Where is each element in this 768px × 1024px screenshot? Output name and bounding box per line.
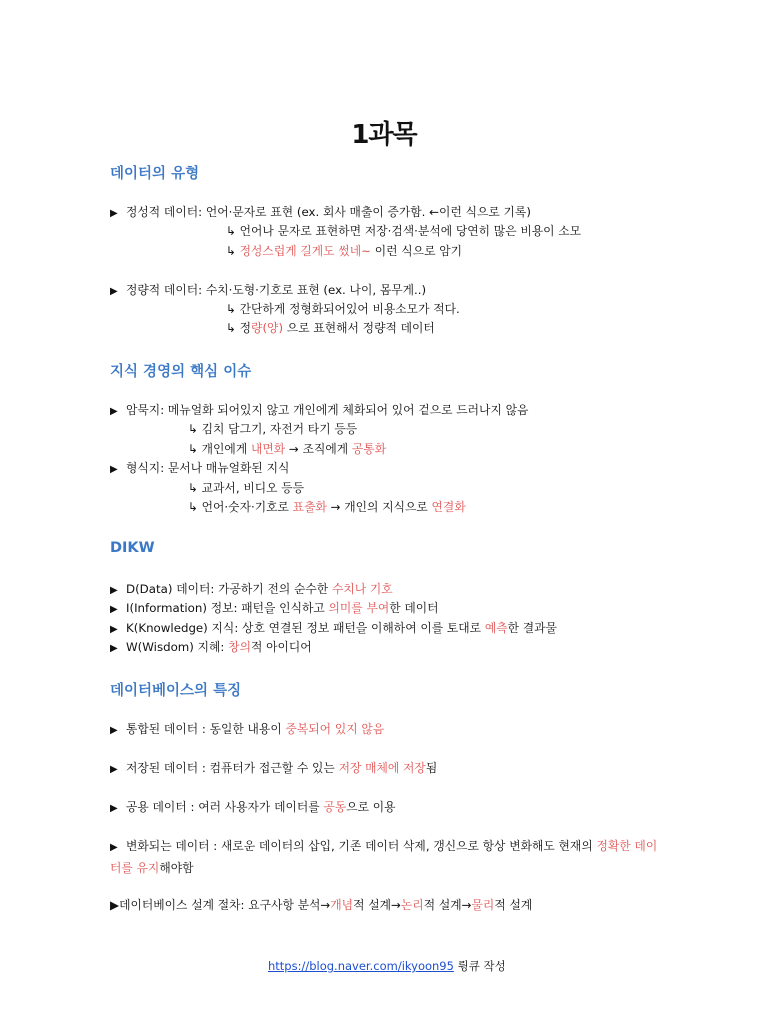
sub-item-tacit-1: ↳ 김치 담그기, 자전거 타기 등등: [188, 422, 358, 436]
bullet-icon: ▶: [110, 464, 118, 475]
sub-arrow-icon: ↳: [226, 224, 236, 238]
sub-arrow-icon: ↳: [226, 302, 236, 316]
list-item-data: ▶ D(Data) 데이터: 가공하기 전의 순수한 수치나 기호: [110, 581, 393, 599]
sub-item-explicit-1: ↳ 교과서, 비디오 등등: [188, 481, 305, 495]
bullet-icon: ▶: [110, 208, 118, 219]
bullet-icon: ▶: [110, 725, 118, 736]
sub-item-quantitative-2: ↳ 정량(양) 으로 표현해서 정량적 데이터: [226, 321, 435, 335]
sub-item-qualitative-1: ↳ 언어나 문자로 표현하면 저장·검색·분석에 당연히 많은 비용이 소모: [226, 224, 582, 238]
blog-link[interactable]: https://blog.naver.com/ikyoon95: [268, 959, 454, 973]
list-item-tacit: ▶ 암묵지: 메뉴얼화 되어있지 않고 개인에게 체화되어 있어 겉으로 드러나지 않음: [110, 402, 528, 420]
list-item-explicit: ▶ 형식지: 문서나 매뉴얼화된 지식: [110, 460, 289, 478]
sub-item-quantitative-1: ↳ 간단하게 정형화되어있어 비용소모가 적다.: [226, 302, 460, 316]
sub-item-explicit-2: ↳ 언어·숫자·기호로 표출화 → 개인의 지식으로 연결화: [188, 500, 466, 514]
section-heading-knowledge: 지식 경영의 핵심 이슈: [110, 364, 252, 380]
list-item-integrated: ▶ 통합된 데이터 : 동일한 내용이 중복되어 있지 않음: [110, 721, 384, 739]
list-item-wisdom: ▶ W(Wisdom) 지혜: 창의적 아이디어: [110, 639, 312, 657]
sub-arrow-icon: ↳: [188, 500, 198, 514]
section-heading-data-types: 데이터의 유형: [110, 166, 200, 182]
sub-arrow-icon: ↳: [226, 244, 236, 258]
sub-item-qualitative-2: ↳ 정성스럽게 길게도 썼네~ 이런 식으로 암기: [226, 244, 463, 258]
bullet-icon: ▶: [110, 803, 118, 814]
author-credit: 륑큐 작성: [453, 959, 506, 973]
section-heading-dikw: DIKW: [110, 540, 155, 556]
bullet-icon: ▶: [110, 624, 118, 635]
list-item-information: ▶ I(Information) 정보: 패턴을 인식하고 의미를 부여한 데이터: [110, 600, 439, 618]
list-item-changing: ▶ 변화되는 데이터 : 새로운 데이터의 삽입, 기존 데이터 삭제, 갱신으로 항상 변화해도 현재의 정확한 데이터를 유지해야함: [110, 839, 658, 875]
list-item-qualitative: ▶ 정성적 데이터: 언어·문자로 표현 (ex. 회사 매출이 증가함. ←이런 식으로 기록): [110, 204, 531, 222]
list-item-design-procedure: ▶데이터베이스 설계 절차: 요구사항 분석→개념적 설계→논리적 설계→물리적 설계: [110, 898, 533, 912]
section-heading-database: 데이터베이스의 특징: [110, 683, 242, 699]
sub-arrow-icon: ↳: [226, 321, 236, 335]
list-item-stored: ▶ 저장된 데이터 : 컴퓨터가 접근할 수 있는 저장 매체에 저장됨: [110, 760, 437, 778]
bullet-icon: ▶: [110, 604, 118, 615]
sub-arrow-icon: ↳: [188, 442, 198, 456]
bullet-icon: ▶: [110, 764, 118, 775]
bullet-icon: ▶: [110, 286, 118, 297]
bullet-icon: ▶: [110, 842, 118, 853]
sub-arrow-icon: ↳: [188, 481, 198, 495]
page-title: 1과목: [351, 120, 417, 150]
list-item-knowledge: ▶ K(Knowledge) 지식: 상호 연결된 정보 패턴을 이해하여 이를 토대로 예측한 결과물: [110, 620, 557, 638]
bullet-icon: ▶: [110, 898, 120, 912]
sub-item-tacit-2: ↳ 개인에게 내면화 → 조직에게 공통화: [188, 442, 387, 456]
list-item-shared: ▶ 공용 데이터 : 여러 사용자가 데이터를 공동으로 이용: [110, 799, 396, 817]
footer: [268, 958, 506, 974]
bullet-icon: ▶: [110, 643, 118, 654]
list-item-quantitative: ▶ 정량적 데이터: 수치·도형·기호로 표현 (ex. 나이, 몸무게..): [110, 282, 426, 300]
bullet-icon: ▶: [110, 585, 118, 596]
sub-arrow-icon: ↳: [188, 422, 198, 436]
bullet-icon: ▶: [110, 406, 118, 417]
